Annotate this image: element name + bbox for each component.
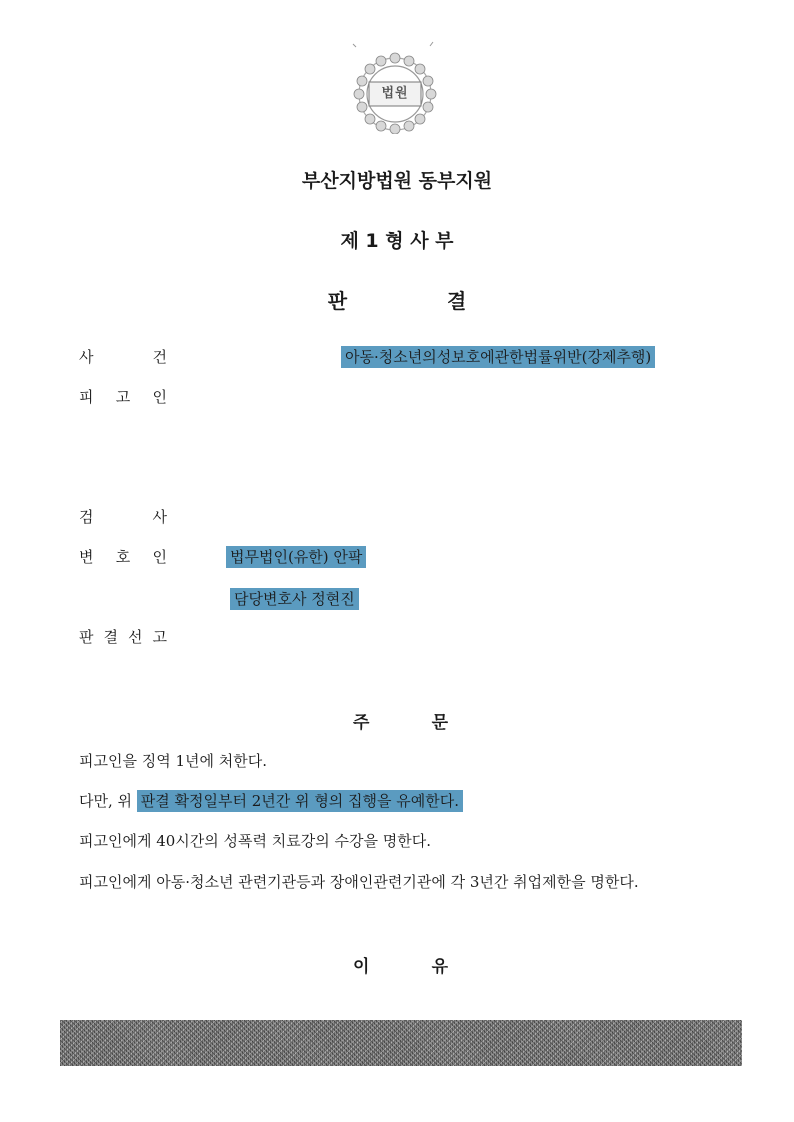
- prosecutor-label: 검 사: [79, 508, 167, 526]
- order-line-1: 피고인을 징역 1년에 처한다.: [79, 752, 268, 770]
- reasons-heading: 이 유: [353, 957, 448, 977]
- seal-lettering: 법원: [381, 86, 409, 101]
- order-line-4: 피고인에게 아동·청소년 관련기관등과 장애인관련기관에 각 3년간 취업제한을 명한다.: [79, 873, 639, 891]
- order-line-2-highlight: 판결 확정일부터 2년간 위 형의 집행을 유예한다.: [137, 790, 463, 812]
- division-name: 제 1 형 사 부: [340, 230, 454, 252]
- case-value: [341, 346, 655, 368]
- order-heading: 주 문: [353, 713, 448, 733]
- counsel-attorney: [230, 588, 359, 610]
- counsel-label: 변 호 인: [79, 548, 167, 566]
- order-line-3: 피고인에게 40시간의 성폭력 치료강의 수강을 명한다.: [79, 832, 431, 850]
- document-type: [0, 285, 794, 314]
- court-name: 부산지방법원 동부지원: [301, 170, 493, 192]
- order-line-2-prefix: 다만, 위: [79, 792, 133, 810]
- court-seal: [345, 38, 445, 134]
- doc-type-char: 판: [327, 289, 348, 313]
- counsel-firm-text: 법무법인(유한) 안팍: [226, 546, 366, 568]
- case-label: 사 건: [79, 348, 167, 366]
- counsel-firm: [226, 546, 366, 568]
- case-value-text: 아동·청소년의성보호에관한법률위반(강제추행): [341, 346, 655, 368]
- doc-type-char: 결: [446, 289, 467, 313]
- sentencing-date-label: 판 결 선 고: [79, 628, 167, 646]
- counsel-attorney-text: 담당변호사 정현진: [230, 588, 359, 610]
- order-line-2: [79, 790, 463, 812]
- defendant-label: 피 고 인: [79, 388, 167, 406]
- redacted-block: [60, 1020, 742, 1066]
